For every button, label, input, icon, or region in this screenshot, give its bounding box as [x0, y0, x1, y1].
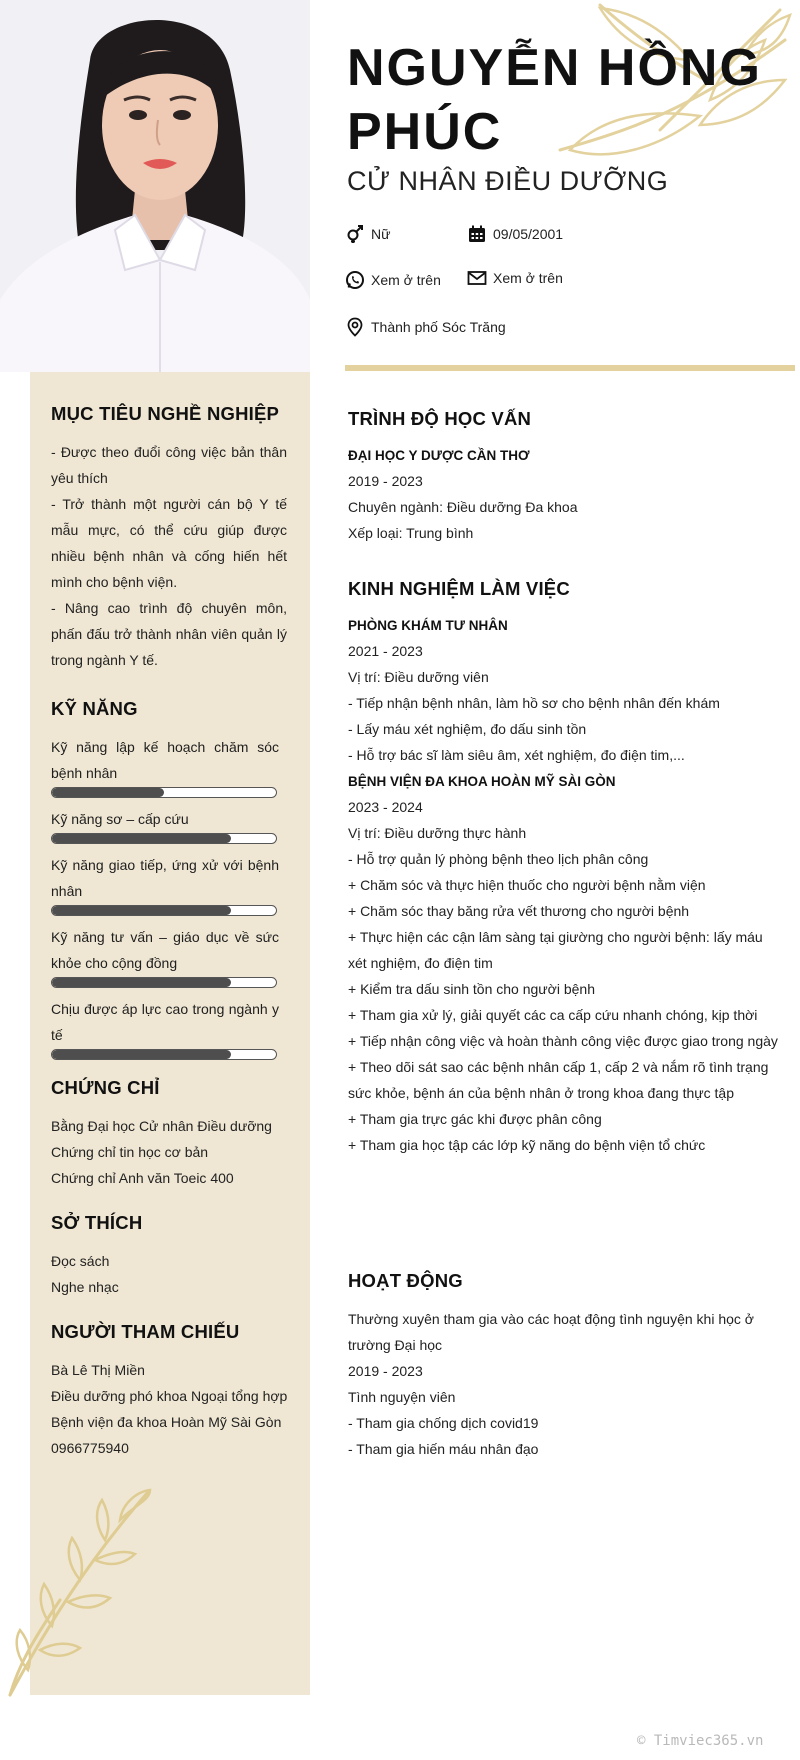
- activities-section: [348, 1270, 768, 1462]
- certificate-item: Bằng Đại học Cử nhân Điều dưỡng: [51, 1118, 272, 1134]
- gender-info: [345, 224, 390, 244]
- job-line: + Chăm sóc thay băng rửa vết thương cho người bệnh: [348, 903, 690, 919]
- activity-line: Thường xuyên tham gia vào các hoạt động tình nguyện khi học ở trường Đại học: [348, 1311, 754, 1353]
- job-line: + Tham gia trực gác khi được phân công: [348, 1111, 602, 1127]
- candidate-name: [347, 36, 777, 164]
- skill-item: [51, 996, 279, 1060]
- address-value: Thành phố Sóc Trăng: [371, 319, 506, 335]
- job-line: Vị trí: Điều dưỡng thực hành: [348, 825, 527, 841]
- skills-heading: KỸ NĂNG: [51, 698, 138, 719]
- hobbies-section: [51, 1212, 287, 1300]
- objective-section: [51, 403, 287, 673]
- job-line: + Tham gia học tập các lớp kỹ năng do bệnh viện tổ chức: [348, 1137, 706, 1153]
- job-line: - Lấy máu xét nghiệm, đo dấu sinh tồn: [348, 721, 587, 737]
- objective-heading: MỤC TIÊU NGHỀ NGHIỆP: [51, 403, 280, 424]
- hobbies-heading: SỞ THÍCH: [51, 1212, 143, 1233]
- job-organization: BỆNH VIỆN ĐA KHOA HOÀN MỸ SÀI GÒN: [348, 774, 616, 789]
- job-line: + Chăm sóc và thực hiện thuốc cho người bệnh nằm viện: [348, 877, 706, 893]
- email-info: [467, 268, 563, 288]
- phone-value: Xem ở trên: [371, 272, 441, 288]
- skill-label: Kỹ năng giao tiếp, ứng xử với bệnh nhân: [51, 857, 279, 899]
- skill-bar: [51, 977, 277, 988]
- job-title: CỬ NHÂN ĐIỀU DƯỠNG: [347, 166, 669, 196]
- skill-label: Kỹ năng sơ – cấp cứu: [51, 811, 189, 827]
- reference-phone: 0966775940: [51, 1440, 129, 1456]
- hobby-item: Đọc sách: [51, 1253, 110, 1269]
- location-pin-icon: [345, 317, 365, 337]
- reference-heading: NGƯỜI THAM CHIẾU: [51, 1321, 240, 1342]
- name-line-2: PHÚC: [347, 103, 503, 161]
- phone-info: [345, 270, 441, 290]
- skill-item: [51, 806, 279, 844]
- experience-heading: KINH NGHIỆM LÀM VIỆC: [348, 578, 570, 599]
- activity-line: 2019 - 2023: [348, 1363, 423, 1379]
- skill-bar-fill: [52, 1050, 231, 1059]
- skill-bar-fill: [52, 978, 231, 987]
- job-line: + Theo dõi sát sao các bệnh nhân cấp 1, cấp 2 và nắm rõ tình trạng sức khỏe, bệnh án của bệnh nhân ở trong khoa đang thực tập: [348, 1059, 769, 1101]
- skill-label: Kỹ năng lập kế hoạch chăm sóc bệnh nhân: [51, 739, 279, 781]
- gender-icon: [345, 224, 365, 244]
- certificate-item: Chứng chỉ tin học cơ bản: [51, 1144, 209, 1160]
- experience-section: [348, 578, 778, 1158]
- profile-photo-illustration: [0, 0, 310, 372]
- job-line: + Kiểm tra dấu sinh tồn cho người bệnh: [348, 981, 595, 997]
- dob-value: 09/05/2001: [493, 226, 564, 242]
- objective-paragraph-1: - Được theo đuổi công việc bản thân yêu thích: [51, 444, 287, 486]
- email-icon: [467, 268, 487, 288]
- activity-line: - Tham gia chống dịch covid19: [348, 1415, 539, 1431]
- skill-label: Kỹ năng tư vấn – giáo dục về sức khỏe cho cộng đồng: [51, 929, 279, 971]
- skill-bar-fill: [52, 834, 231, 843]
- job-line: + Thực hiện các cận lâm sàng tại giường cho người bệnh: lấy máu xét nghiệm, đo điện tim: [348, 929, 763, 971]
- job-entry: [348, 614, 778, 768]
- reference-name: Bà Lê Thị Miền: [51, 1362, 145, 1378]
- watermark: © Timviec365.vn: [637, 1733, 764, 1749]
- name-line-1: NGUYỄN HỒNG: [347, 39, 762, 97]
- certificates-section: [51, 1077, 287, 1191]
- job-line: + Tiếp nhận công việc và hoàn thành công việc được giao trong ngày: [348, 1033, 778, 1049]
- skill-label: Chịu được áp lực cao trong ngành y tế: [51, 1001, 279, 1043]
- skill-bar: [51, 905, 277, 916]
- certificate-item: Chứng chỉ Anh văn Toeic 400: [51, 1170, 234, 1186]
- objective-paragraph-3: - Nâng cao trình độ chuyên môn, phấn đấu trở thành nhân viên quản lý trong ngành Y tế.: [51, 600, 287, 668]
- skill-bar: [51, 833, 277, 844]
- skill-bar-fill: [52, 906, 231, 915]
- job-line: Vị trí: Điều dưỡng viên: [348, 669, 489, 685]
- skill-item: [51, 852, 279, 916]
- education-section: [348, 408, 778, 546]
- skill-bar: [51, 787, 277, 798]
- whatsapp-phone-icon: [345, 270, 365, 290]
- job-line: - Tiếp nhận bệnh nhân, làm hồ sơ cho bệnh nhân đến khám: [348, 695, 720, 711]
- job-line: - Hỗ trợ bác sĩ làm siêu âm, xét nghiệm, đo điện tim,...: [348, 747, 685, 763]
- dob-info: [467, 224, 563, 244]
- job-period: 2021 - 2023: [348, 643, 423, 659]
- activity-line: - Tham gia hiến máu nhân đạo: [348, 1441, 539, 1457]
- leaf-decoration-bottom: [0, 1480, 160, 1700]
- profile-photo: [0, 0, 310, 372]
- skill-bar-fill: [52, 788, 164, 797]
- calendar-icon: [467, 224, 487, 244]
- education-heading: TRÌNH ĐỘ HỌC VẤN: [348, 408, 532, 429]
- job-line: + Tham gia xử lý, giải quyết các ca cấp cứu nhanh chóng, kịp thời: [348, 1007, 758, 1023]
- job-organization: PHÒNG KHÁM TƯ NHÂN: [348, 618, 508, 633]
- email-value: Xem ở trên: [493, 270, 563, 286]
- reference-workplace: Bệnh viện đa khoa Hoàn Mỹ Sài Gòn: [51, 1414, 282, 1430]
- activities-heading: HOẠT ĐỘNG: [348, 1270, 463, 1291]
- education-period: 2019 - 2023: [348, 473, 423, 489]
- reference-section: [51, 1321, 301, 1461]
- header-divider: [345, 365, 795, 371]
- education-grade: Xếp loại: Trung bình: [348, 525, 474, 541]
- education-major: Chuyên ngành: Điều dưỡng Đa khoa: [348, 499, 578, 515]
- certificates-heading: CHỨNG CHỈ: [51, 1077, 160, 1098]
- job-period: 2023 - 2024: [348, 799, 423, 815]
- job-entry: [348, 770, 778, 1158]
- skills-section: [51, 698, 279, 1068]
- activity-line: Tình nguyện viên: [348, 1389, 456, 1405]
- skill-item: [51, 924, 279, 988]
- reference-position: Điều dưỡng phó khoa Ngoại tổng hợp: [51, 1388, 288, 1404]
- job-line: - Hỗ trợ quản lý phòng bệnh theo lịch phân công: [348, 851, 649, 867]
- hobby-item: Nghe nhạc: [51, 1279, 119, 1295]
- address-info: [345, 317, 506, 337]
- education-school: ĐẠI HỌC Y DƯỢC CẦN THƠ: [348, 448, 530, 463]
- gender-value: Nữ: [371, 226, 391, 242]
- objective-paragraph-2: - Trở thành một người cán bộ Y tế mẫu mực, có thể cứu giúp được nhiều bệnh nhân và cống hiến hết mình cho bệnh viện.: [51, 496, 287, 590]
- skill-item: [51, 734, 279, 798]
- skill-bar: [51, 1049, 277, 1060]
